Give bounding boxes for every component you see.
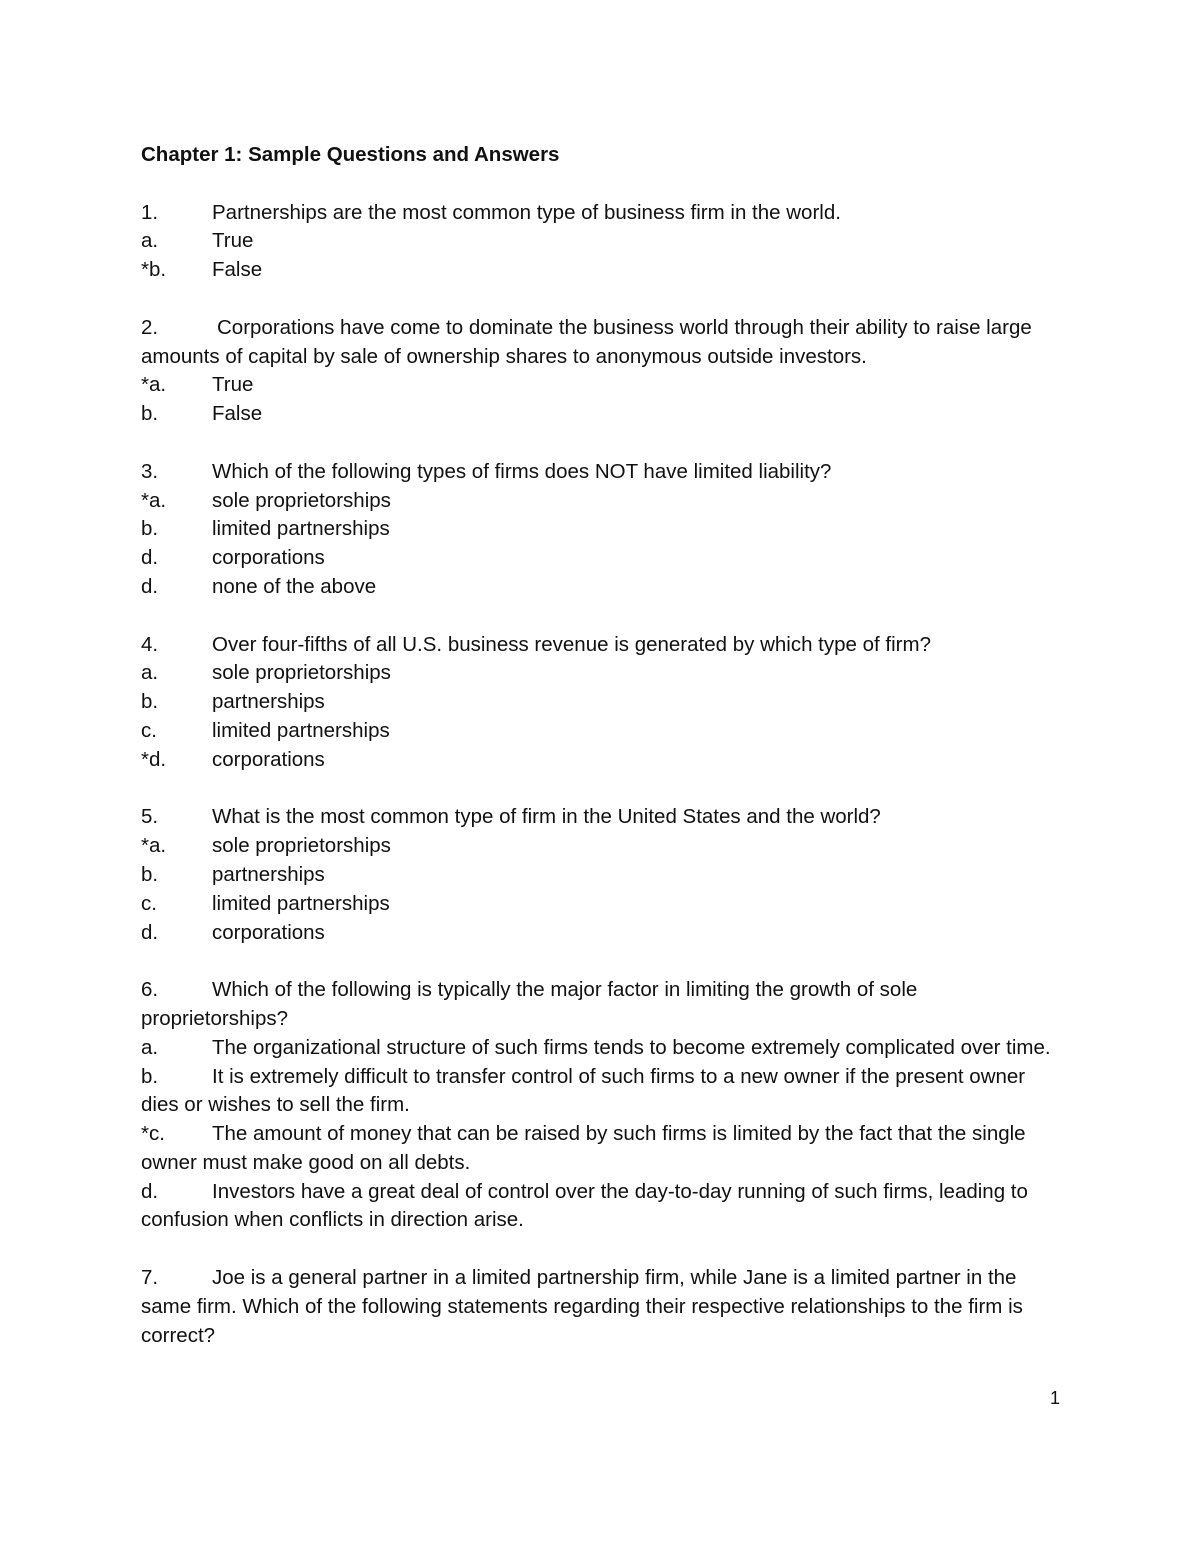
question-text: Corporations have come to dominate the business world through their ability to raise large amounts of capital by sale of ownership shares to anonymous outside investors. bbox=[141, 315, 1032, 368]
answer-option bbox=[141, 746, 1061, 775]
question-1 bbox=[141, 199, 1061, 285]
answer-option bbox=[141, 919, 1061, 948]
option-letter: *d. bbox=[141, 747, 167, 771]
answer-option bbox=[141, 688, 1061, 717]
option-letter: d. bbox=[141, 546, 159, 570]
answer-option bbox=[141, 890, 1061, 919]
option-text: limited partnerships bbox=[212, 517, 390, 541]
option-letter: *a. bbox=[141, 834, 167, 858]
question-stem bbox=[141, 803, 1061, 832]
option-letter: a. bbox=[141, 661, 159, 685]
option-letter: d. bbox=[141, 574, 159, 598]
question-3 bbox=[141, 458, 1061, 602]
option-text: sole proprietorships bbox=[212, 488, 391, 512]
question-text: Joe is a general partner in a limited partnership firm, while Jane is a limited partner in the same firm. Which of the following statements regarding their respective relationships to the firm is correct? bbox=[141, 1266, 1023, 1347]
option-text: Investors have a great deal of control over the day-to-day running of such firms, leading to confusion when conflicts in direction arise. bbox=[141, 1179, 1028, 1232]
question-number: 6. bbox=[141, 978, 159, 1002]
answer-option bbox=[141, 832, 1061, 861]
question-text: Which of the following is typically the major factor in limiting the growth of sole proprietorships? bbox=[141, 978, 918, 1030]
answer-option bbox=[141, 487, 1061, 516]
question-7 bbox=[141, 1264, 1061, 1350]
document-content bbox=[141, 141, 1061, 1350]
question-stem bbox=[141, 1264, 1061, 1350]
question-text: Partnerships are the most common type of business firm in the world. bbox=[212, 200, 841, 224]
option-text: none of the above bbox=[212, 574, 377, 598]
option-letter: a. bbox=[141, 229, 159, 253]
option-text: corporations bbox=[212, 747, 325, 771]
answer-option bbox=[141, 515, 1061, 544]
option-text: sole proprietorships bbox=[212, 834, 391, 858]
question-number: 4. bbox=[141, 632, 159, 656]
option-text: sole proprietorships bbox=[212, 661, 391, 685]
option-letter: a. bbox=[141, 1035, 159, 1059]
question-text: What is the most common type of firm in the United States and the world? bbox=[212, 805, 881, 829]
answer-option bbox=[141, 227, 1061, 256]
option-letter: b. bbox=[141, 517, 159, 541]
question-stem bbox=[141, 199, 1061, 228]
option-letter: c. bbox=[141, 718, 157, 742]
option-letter: *c. bbox=[141, 1122, 165, 1146]
option-text: limited partnerships bbox=[212, 891, 390, 915]
answer-option bbox=[141, 544, 1061, 573]
option-letter: *b. bbox=[141, 258, 167, 282]
question-number: 3. bbox=[141, 459, 159, 483]
option-letter: b. bbox=[141, 690, 159, 714]
answer-option bbox=[141, 256, 1061, 285]
answer-option bbox=[141, 1034, 1061, 1063]
answer-option bbox=[141, 573, 1061, 602]
question-6 bbox=[141, 976, 1061, 1235]
option-text: The amount of money that can be raised by such firms is limited by the fact that the single owner must make good on all debts. bbox=[141, 1122, 1026, 1174]
option-text: False bbox=[212, 402, 263, 426]
answer-option bbox=[141, 717, 1061, 746]
question-stem bbox=[141, 458, 1061, 487]
option-text: corporations bbox=[212, 546, 325, 570]
question-2 bbox=[141, 314, 1061, 429]
answer-option bbox=[141, 371, 1061, 400]
answer-option bbox=[141, 1120, 1061, 1178]
question-number: 5. bbox=[141, 805, 159, 829]
question-text: Over four-fifths of all U.S. business revenue is generated by which type of firm? bbox=[212, 632, 931, 656]
question-4 bbox=[141, 631, 1061, 775]
question-5 bbox=[141, 803, 1061, 947]
option-text: partnerships bbox=[212, 690, 325, 714]
option-letter: b. bbox=[141, 862, 159, 886]
answer-option bbox=[141, 1178, 1061, 1236]
option-letter: *a. bbox=[141, 488, 167, 512]
page-number: 1 bbox=[1049, 1388, 1060, 1408]
page-title: Chapter 1: Sample Questions and Answers bbox=[141, 143, 560, 166]
option-text: partnerships bbox=[212, 862, 325, 886]
question-text: Which of the following types of firms does NOT have limited liability? bbox=[212, 459, 832, 483]
answer-option bbox=[141, 861, 1061, 890]
option-letter: *a. bbox=[141, 373, 167, 397]
answer-option bbox=[141, 1063, 1061, 1121]
option-text: limited partnerships bbox=[212, 718, 390, 742]
option-letter: d. bbox=[141, 1179, 159, 1203]
answer-option bbox=[141, 659, 1061, 688]
question-number: 7. bbox=[141, 1266, 159, 1290]
option-letter: b. bbox=[141, 1064, 159, 1088]
option-letter: c. bbox=[141, 891, 157, 915]
answer-option bbox=[141, 400, 1061, 429]
option-text: True bbox=[212, 373, 254, 397]
option-text: It is extremely difficult to transfer control of such firms to a new owner if the present owner dies or wishes to sell the firm. bbox=[141, 1064, 1026, 1117]
question-stem bbox=[141, 631, 1061, 660]
option-letter: d. bbox=[141, 920, 159, 944]
question-number: 1. bbox=[141, 200, 159, 224]
question-stem bbox=[141, 976, 1061, 1034]
option-text: False bbox=[212, 258, 263, 282]
question-stem bbox=[141, 314, 1061, 372]
option-text: True bbox=[212, 229, 254, 253]
option-text: corporations bbox=[212, 920, 325, 944]
question-number: 2. bbox=[141, 315, 159, 339]
option-letter: b. bbox=[141, 402, 159, 426]
option-text: The organizational structure of such firms tends to become extremely complicated over time. bbox=[212, 1035, 1051, 1059]
